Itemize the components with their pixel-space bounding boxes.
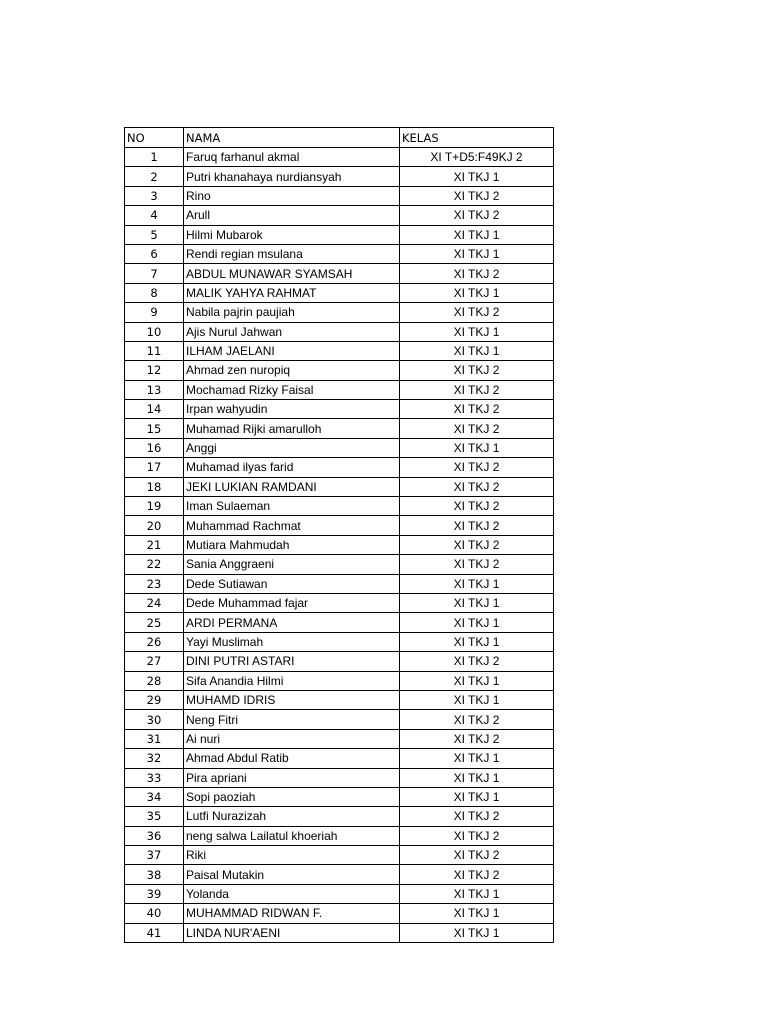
cell-no: 27 — [125, 652, 184, 671]
table-row — [125, 652, 554, 671]
cell-kelas: XI TKJ 2 — [400, 303, 554, 322]
cell-kelas: XI TKJ 1 — [400, 438, 554, 457]
table-row — [125, 632, 554, 651]
cell-kelas: XI TKJ 1 — [400, 671, 554, 690]
table-row — [125, 400, 554, 419]
cell-kelas: XI TKJ 1 — [400, 690, 554, 709]
cell-kelas: XI TKJ 1 — [400, 884, 554, 903]
cell-no: 26 — [125, 632, 184, 651]
cell-nama: Ai nuri — [184, 729, 400, 748]
cell-kelas: XI TKJ 1 — [400, 341, 554, 360]
cell-nama: Dede Sutiawan — [184, 574, 400, 593]
cell-nama: LINDA NUR'AENI — [184, 923, 400, 942]
table-row — [125, 341, 554, 360]
cell-nama: Ajis Nurul Jahwan — [184, 322, 400, 341]
cell-kelas: XI TKJ 2 — [400, 846, 554, 865]
table-row — [125, 807, 554, 826]
table-row — [125, 380, 554, 399]
table-row — [125, 148, 554, 167]
cell-kelas: XI TKJ 2 — [400, 535, 554, 554]
cell-no: 22 — [125, 555, 184, 574]
cell-no: 41 — [125, 923, 184, 942]
cell-nama: MUHAMMAD RIDWAN F. — [184, 904, 400, 923]
cell-nama: Mutiara Mahmudah — [184, 535, 400, 554]
cell-no: 13 — [125, 380, 184, 399]
table-row — [125, 438, 554, 457]
cell-nama: Faruq farhanul akmal — [184, 148, 400, 167]
cell-no: 11 — [125, 341, 184, 360]
cell-no: 14 — [125, 400, 184, 419]
student-table — [124, 127, 554, 943]
table-row — [125, 865, 554, 884]
cell-no: 37 — [125, 846, 184, 865]
cell-no: 2 — [125, 167, 184, 186]
table-row — [125, 477, 554, 496]
cell-no: 18 — [125, 477, 184, 496]
cell-kelas: XI TKJ 2 — [400, 865, 554, 884]
cell-nama: Muhamad ilyas farid — [184, 458, 400, 477]
cell-no: 36 — [125, 826, 184, 845]
cell-nama: Rendi regian msulana — [184, 244, 400, 263]
table-row — [125, 167, 554, 186]
cell-kelas: XI TKJ 2 — [400, 419, 554, 438]
cell-no: 28 — [125, 671, 184, 690]
table-header-row — [125, 128, 554, 148]
cell-nama: Lutfi Nurazizah — [184, 807, 400, 826]
cell-no: 5 — [125, 225, 184, 244]
cell-nama: Anggi — [184, 438, 400, 457]
cell-no: 9 — [125, 303, 184, 322]
cell-nama: Iman Sulaeman — [184, 497, 400, 516]
cell-nama: Arull — [184, 206, 400, 225]
header-nama: NAMA — [184, 128, 400, 148]
cell-no: 30 — [125, 710, 184, 729]
cell-nama: Sopi paoziah — [184, 787, 400, 806]
table-row — [125, 749, 554, 768]
cell-nama: Rino — [184, 186, 400, 205]
table-row — [125, 206, 554, 225]
cell-no: 33 — [125, 768, 184, 787]
cell-kelas: XI TKJ 2 — [400, 206, 554, 225]
table-row — [125, 904, 554, 923]
cell-nama: Sania Anggraeni — [184, 555, 400, 574]
cell-nama: Yayi Muslimah — [184, 632, 400, 651]
cell-kelas: XI TKJ 1 — [400, 904, 554, 923]
cell-no: 23 — [125, 574, 184, 593]
cell-kelas: XI TKJ 1 — [400, 613, 554, 632]
table-row — [125, 497, 554, 516]
cell-no: 16 — [125, 438, 184, 457]
table-row — [125, 264, 554, 283]
cell-kelas: XI TKJ 2 — [400, 400, 554, 419]
cell-no: 32 — [125, 749, 184, 768]
cell-kelas: XI TKJ 2 — [400, 826, 554, 845]
cell-no: 12 — [125, 361, 184, 380]
cell-nama: Yolanda — [184, 884, 400, 903]
table-row — [125, 225, 554, 244]
table-row — [125, 826, 554, 845]
table-row — [125, 244, 554, 263]
cell-no: 4 — [125, 206, 184, 225]
cell-no: 34 — [125, 787, 184, 806]
table-row — [125, 671, 554, 690]
cell-kelas: XI TKJ 1 — [400, 632, 554, 651]
table-row — [125, 516, 554, 535]
table-row — [125, 361, 554, 380]
cell-nama: Muhammad Rachmat — [184, 516, 400, 535]
cell-nama: Muhamad Rijki amarulloh — [184, 419, 400, 438]
cell-no: 20 — [125, 516, 184, 535]
cell-no: 19 — [125, 497, 184, 516]
cell-no: 10 — [125, 322, 184, 341]
cell-no: 7 — [125, 264, 184, 283]
cell-nama: ABDUL MUNAWAR SYAMSAH — [184, 264, 400, 283]
cell-nama: MUHAMD IDRIS — [184, 690, 400, 709]
cell-nama: Pira apriani — [184, 768, 400, 787]
cell-no: 31 — [125, 729, 184, 748]
cell-kelas: XI TKJ 2 — [400, 264, 554, 283]
cell-no: 3 — [125, 186, 184, 205]
cell-nama: Putri khanahaya nurdiansyah — [184, 167, 400, 186]
cell-kelas: XI TKJ 1 — [400, 923, 554, 942]
cell-kelas: XI TKJ 2 — [400, 458, 554, 477]
table-row — [125, 555, 554, 574]
cell-nama: DINI PUTRI ASTARI — [184, 652, 400, 671]
cell-kelas: XI TKJ 2 — [400, 516, 554, 535]
cell-no: 6 — [125, 244, 184, 263]
cell-kelas: XI TKJ 1 — [400, 593, 554, 612]
table-row — [125, 923, 554, 942]
cell-kelas: XI TKJ 2 — [400, 729, 554, 748]
cell-nama: Ahmad zen nuropiq — [184, 361, 400, 380]
table-row — [125, 419, 554, 438]
cell-no: 35 — [125, 807, 184, 826]
cell-no: 17 — [125, 458, 184, 477]
cell-kelas: XI TKJ 2 — [400, 555, 554, 574]
cell-nama: Ahmad Abdul Ratib — [184, 749, 400, 768]
table-row — [125, 787, 554, 806]
cell-nama: ARDI PERMANA — [184, 613, 400, 632]
cell-kelas: XI TKJ 1 — [400, 322, 554, 341]
cell-kelas: XI TKJ 1 — [400, 787, 554, 806]
table-row — [125, 613, 554, 632]
cell-nama: neng salwa Lailatul khoeriah — [184, 826, 400, 845]
cell-kelas: XI TKJ 1 — [400, 225, 554, 244]
cell-nama: ILHAM JAELANI — [184, 341, 400, 360]
table-row — [125, 768, 554, 787]
table-row — [125, 458, 554, 477]
header-no: NO — [125, 128, 184, 148]
cell-nama: Irpan wahyudin — [184, 400, 400, 419]
table-row — [125, 535, 554, 554]
cell-no: 15 — [125, 419, 184, 438]
cell-no: 40 — [125, 904, 184, 923]
cell-kelas: XI TKJ 1 — [400, 749, 554, 768]
cell-no: 24 — [125, 593, 184, 612]
cell-nama: Paisal Mutakin — [184, 865, 400, 884]
table-row — [125, 322, 554, 341]
cell-kelas: XI TKJ 1 — [400, 574, 554, 593]
cell-nama: Nabila pajrin paujiah — [184, 303, 400, 322]
cell-nama: Mochamad Rizky Faisal — [184, 380, 400, 399]
cell-kelas: XI TKJ 2 — [400, 477, 554, 496]
table-row — [125, 303, 554, 322]
table-body — [125, 148, 554, 943]
table-row — [125, 574, 554, 593]
cell-no: 25 — [125, 613, 184, 632]
cell-kelas: XI TKJ 2 — [400, 361, 554, 380]
table-row — [125, 283, 554, 302]
cell-nama: Sifa Anandia Hilmi — [184, 671, 400, 690]
cell-kelas: XI TKJ 2 — [400, 497, 554, 516]
header-kelas: KELAS — [400, 128, 554, 148]
cell-nama: Dede Muhammad fajar — [184, 593, 400, 612]
cell-nama: MALIK YAHYA RAHMAT — [184, 283, 400, 302]
cell-no: 29 — [125, 690, 184, 709]
cell-kelas: XI TKJ 2 — [400, 710, 554, 729]
cell-nama: Neng Fitri — [184, 710, 400, 729]
cell-nama: JEKI LUKIAN RAMDANI — [184, 477, 400, 496]
cell-kelas: XI TKJ 2 — [400, 186, 554, 205]
cell-no: 8 — [125, 283, 184, 302]
cell-nama: Riki — [184, 846, 400, 865]
table-row — [125, 593, 554, 612]
cell-no: 38 — [125, 865, 184, 884]
table-row — [125, 690, 554, 709]
cell-kelas: XI TKJ 2 — [400, 380, 554, 399]
table-row — [125, 884, 554, 903]
table-row — [125, 846, 554, 865]
cell-nama: Hilmi Mubarok — [184, 225, 400, 244]
table-row — [125, 729, 554, 748]
cell-no: 21 — [125, 535, 184, 554]
table-row — [125, 710, 554, 729]
cell-kelas: XI TKJ 1 — [400, 244, 554, 263]
cell-kelas: XI TKJ 2 — [400, 807, 554, 826]
cell-kelas: XI TKJ 1 — [400, 283, 554, 302]
cell-kelas: XI TKJ 1 — [400, 167, 554, 186]
cell-no: 39 — [125, 884, 184, 903]
cell-no: 1 — [125, 148, 184, 167]
cell-kelas: XI TKJ 1 — [400, 768, 554, 787]
table-row — [125, 186, 554, 205]
cell-kelas: XI T+D5:F49KJ 2 — [400, 148, 554, 167]
cell-kelas: XI TKJ 2 — [400, 652, 554, 671]
